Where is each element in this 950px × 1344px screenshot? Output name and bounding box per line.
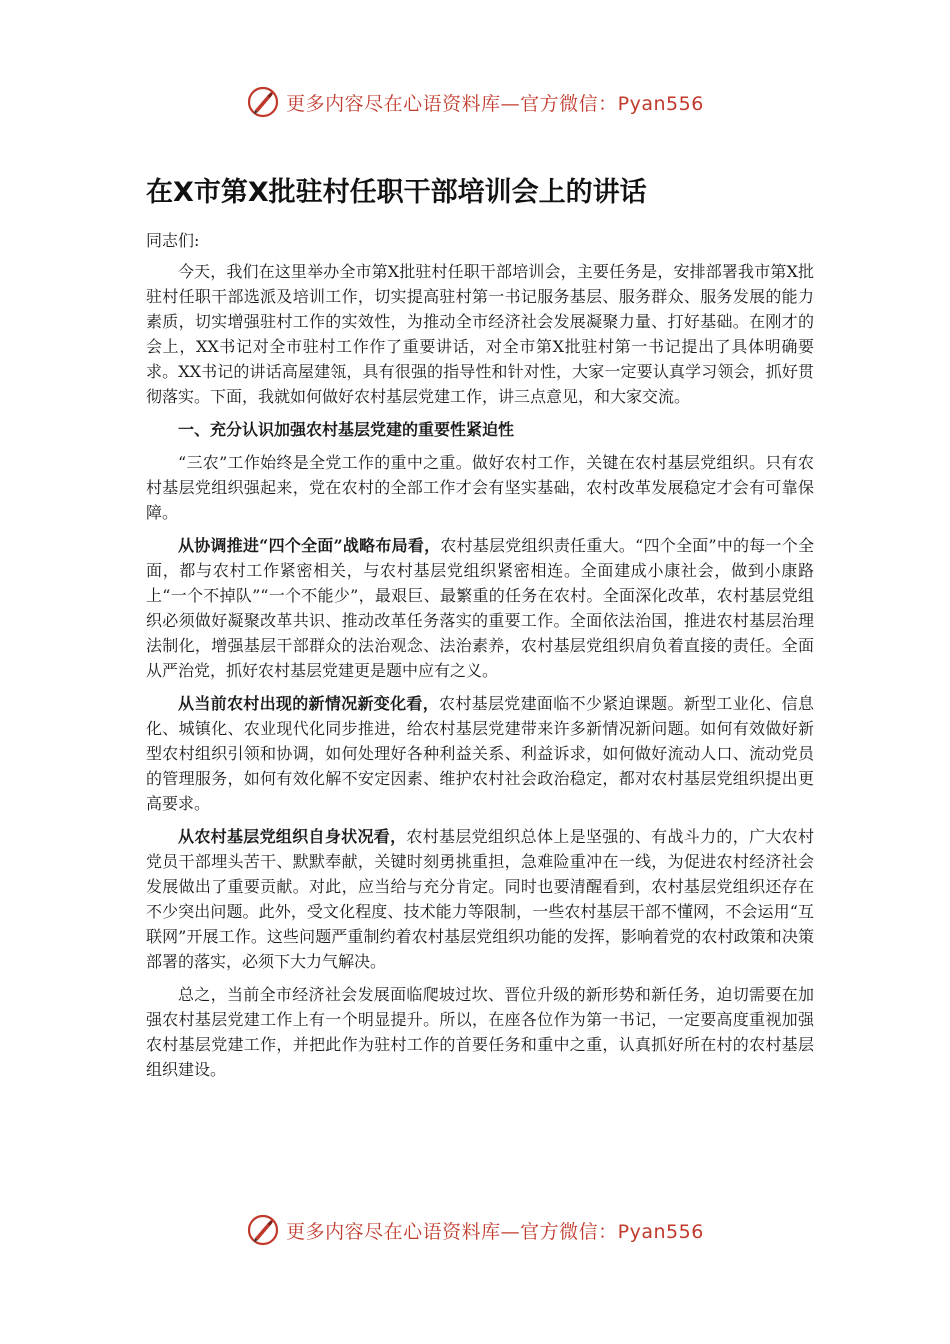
paragraph-body: 农村基层党建面临不少紧迫课题。新型工业化、信息化、城镇化、农业现代化同步推进，给农村基层党建带来许多新情况新问题。如何有效做好新型农村组织引领和协调，如何处理好各种利益关系、利益诉求，如何做好流动人口、流动党员的管理服务，如何有效化解不安定因素、维护农村社会政治稳定，都对农村基层党组织提出更高要求。 (146, 694, 814, 813)
paragraph-lead: 从农村基层党组织自身状况看， (178, 827, 407, 846)
paragraph-lead: 从当前农村出现的新情况新变化看， (178, 694, 440, 713)
paragraph-summary: 总之，当前全市经济社会发展面临爬坡过坎、晋位升级的新形势和新任务，迫切需要在加强农村基层党建工作上有一个明显提升。所以，在座各位作为第一书记，一定要高度重视加强农村基层党建工作，并把此作为驻村工作的首要任务和重中之重，认真抓好所在村的农村基层组织建设。 (146, 985, 814, 1079)
paragraph-four-comprehensives (146, 533, 814, 683)
header-watermark-banner (0, 82, 950, 122)
watermark-text (286, 1217, 704, 1244)
page-title: 在X市第X批驻村任职干部培训会上的讲话 (146, 177, 647, 208)
section-heading-1: 一、充分认识加强农村基层党建的重要性紧迫性 (178, 420, 515, 439)
watermark-handle: Pyan556 (617, 92, 704, 115)
watermark-handle: Pyan556 (617, 1220, 704, 1243)
paragraph-body: 农村基层党组织责任重大。“四个全面”中的每一个全面，都与农村工作紧密相关，与农村基层党组织紧密相连。全面建成小康社会，做到小康路上“一个不掉队”“一个不能少”，最艰巨、最繁重的任务在农村。全面深化改革，农村基层党组织必须做好凝聚改革共识、推动改革任务落实的重要工作。全面依法治国，推进农村基层治理法制化，增强基层干部群众的法治观念、法治素养，农村基层党组织肩负着直接的责任。全面从严治党，抓好农村基层党建更是题中应有之义。 (146, 536, 814, 680)
watermark-main-text: 更多内容尽在心语资料库—官方微信： (286, 92, 618, 115)
watermark-text (286, 89, 704, 116)
pen-logo-icon (246, 1213, 280, 1247)
watermark-main-text: 更多内容尽在心语资料库—官方微信： (286, 1220, 618, 1243)
salutation: 同志们: (146, 231, 200, 250)
paragraph-lead: 从协调推进“四个全面”战略布局看， (178, 536, 441, 555)
footer-watermark-banner (0, 1210, 950, 1250)
intro-paragraph: 今天，我们在这里举办全市第X批驻村任职干部培训会，主要任务是，安排部署我市第X批驻村任职干部选派及培训工作，切实提高驻村第一书记服务基层、服务群众、服务发展的能力素质，切实增强驻村工作的实效性，为推动全市经济社会发展凝聚力量、打好基础。在刚才的会上，XX书记对全市驻村工作作了重要讲话，对全市第X批驻村第一书记提出了具体明确要求。XX书记的讲话高屋建瓴，具有很强的指导性和针对性，大家一定要认真学习领会，抓好贯彻落实。下面，我就如何做好农村基层党建工作，讲三点意见，和大家交流。 (146, 262, 814, 406)
document-body (146, 228, 814, 1090)
paragraph-new-situations (146, 691, 814, 816)
pen-logo-icon (246, 85, 280, 119)
paragraph-self-status (146, 824, 814, 974)
paragraph-sannong: “三农”工作始终是全党工作的重中之重。做好农村工作，关键在农村基层党组织。只有农村基层党组织强起来，党在农村的全部工作才会有坚实基础，农村改革发展稳定才会有可靠保障。 (146, 453, 814, 522)
paragraph-body: 农村基层党组织总体上是坚强的、有战斗力的，广大农村党员干部埋头苦干、默默奉献，关键时刻勇挑重担，急难险重冲在一线，为促进农村经济社会发展做出了重要贡献。对此，应当给与充分肯定。同时也要清醒看到，农村基层党组织还存在不少突出问题。此外，受文化程度、技术能力等限制，一些农村基层干部不懂网，不会运用“互联网”开展工作。这些问题严重制约着农村基层党组织功能的发挥，影响着党的农村政策和决策部署的落实，必须下大力气解决。 (146, 827, 814, 971)
